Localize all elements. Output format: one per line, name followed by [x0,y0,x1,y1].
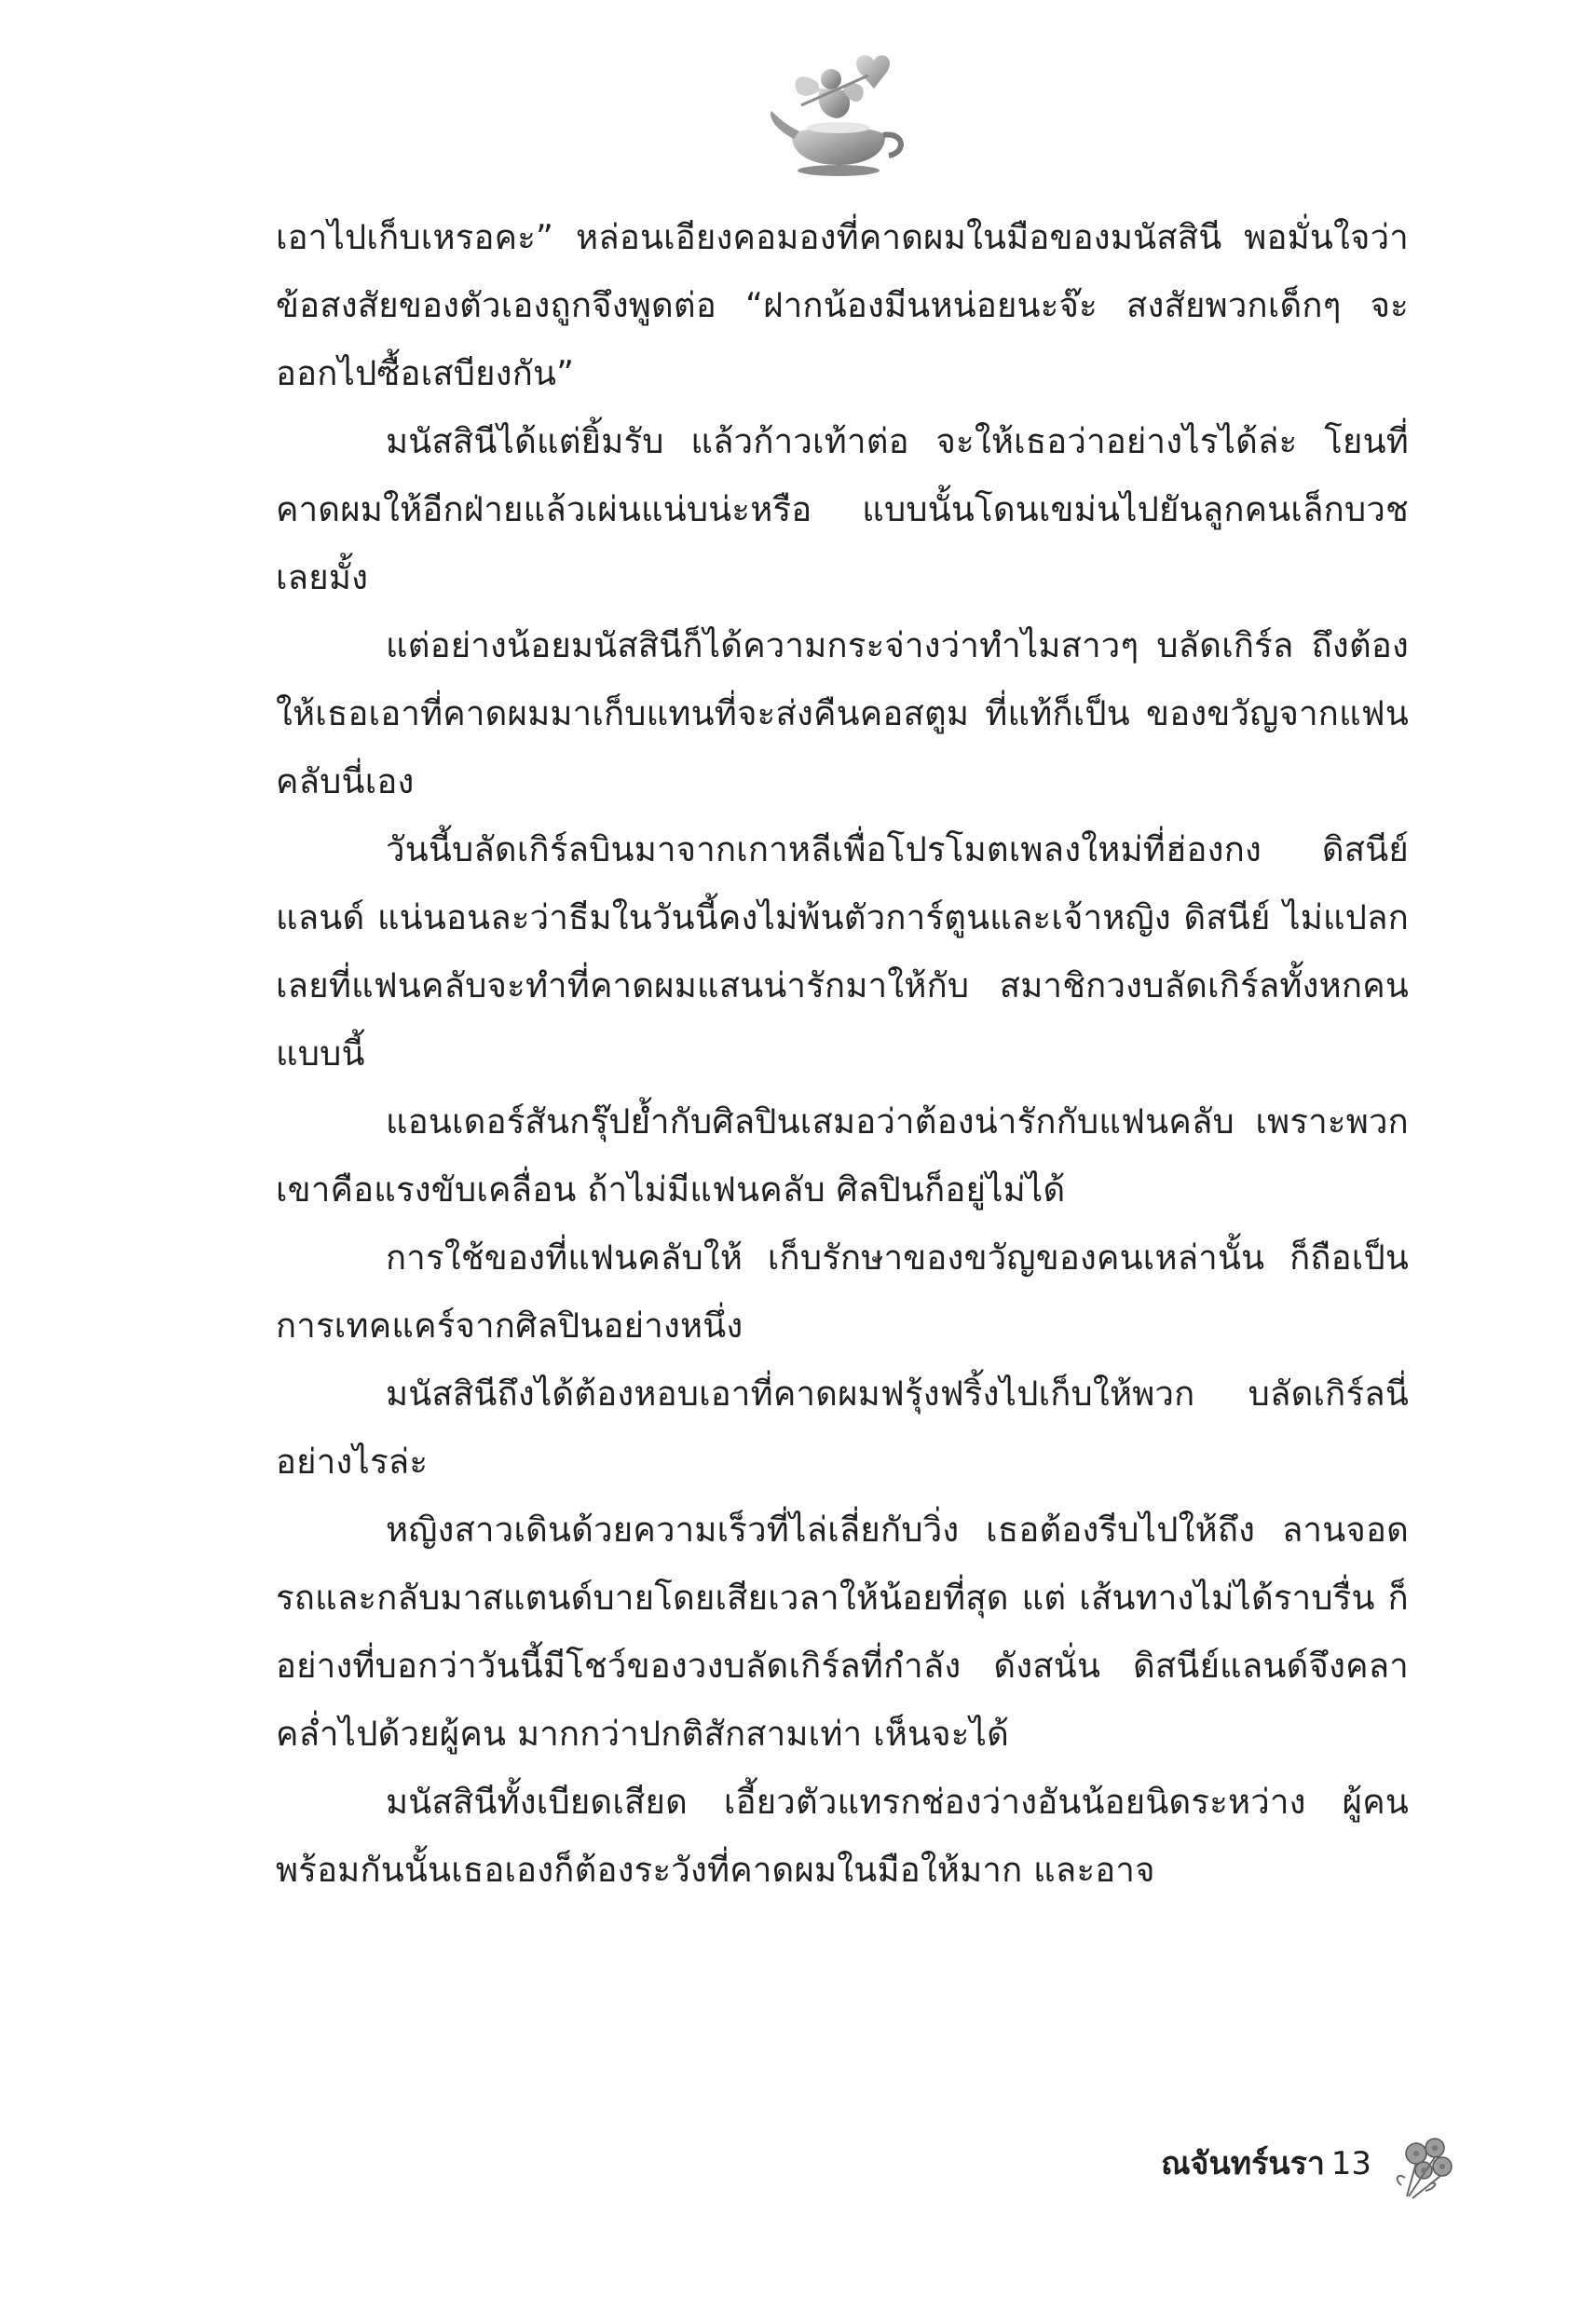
paragraph-1: เอาไปเก็บเหรอคะ” หล่อนเอียงคอมองที่คาดผมในมือของมนัสสินี พอมั่นใจว่าข้อสงสัยของตัวเองถูกจึงพูดต่อ “ฝากน้องมีนหน่อยนะจ๊ะ สงสัยพวกเด็กๆ จะออกไปซื้อเสบียงกัน” [276,217,1409,393]
page-number: 13 [1330,2145,1371,2182]
cupid-teapot-ornament-icon [764,51,913,182]
paragraph-9: มนัสสินีทั้งเบียดเสียด เอี้ยวตัวแทรกช่องว่างอันน้อยนิดระหว่าง ผู้คน พร้อมกันนั้นเธอเองก็ต้องระวังที่คาดผมในมือให้มาก และอาจ [276,1782,1409,1890]
paragraph-2: มนัสสินีได้แต่ยิ้มรับ แล้วก้าวเท้าต่อ จะให้เธอว่าอย่างไรได้ล่ะ โยนที่คาดผมให้อีกฝ่ายแล้วเผ่นแน่บน่ะหรือ แบบนั้นโดนเขม่นไปยันลูกคนเล็กบวชเลยมั้ง [276,421,1409,597]
body-text [276,203,1409,1904]
paragraph-4: วันนี้บลัดเกิร์ลบินมาจากเกาหลีเพื่อโปรโมตเพลงใหม่ที่ฮ่องกง ดิสนีย์แลนด์ แน่นอนละว่าธีมในวันนี้คงไม่พ้นตัวการ์ตูนและเจ้าหญิง ดิสนีย์ ไม่แปลกเลยที่แฟนคลับจะทำที่คาดผมแสนน่ารักมาให้กับ สมาชิกวงบลัดเกิร์ลทั้งหกคนแบบนี้ [276,829,1409,1073]
paragraph-5: แอนเดอร์สันกรุ๊ปย้ำกับศิลปินเสมอว่าต้องน่ารักกับแฟนคลับ เพราะพวกเขาคือแรงขับเคลื่อน ถ้าไม่มีแฟนคลับ ศิลปินก็อยู่ไม่ได้ [276,1101,1409,1210]
paragraph-3: แต่อย่างน้อยมนัสสินีก็ได้ความกระจ่างว่าทำไมสาวๆ บลัดเกิร์ล ถึงต้องให้เธอเอาที่คาดผมมาเก็บแทนที่จะส่งคืนคอสตูม ที่แท้ก็เป็น ของขวัญจากแฟนคลับนี่เอง [276,625,1409,801]
paragraph-6: การใช้ของที่แฟนคลับให้ เก็บรักษาของขวัญของคนเหล่านั้น ก็ถือเป็นการเทคแคร์จากศิลปินอย่างหนึ่ง [276,1238,1409,1346]
paragraph-7: มนัสสินีถึงได้ต้องหอบเอาที่คาดผมฟรุ้งฟริ้งไปเก็บให้พวก บลัดเกิร์ลนี่อย่างไรล่ะ [276,1374,1409,1482]
author-name: ณจันทร์นรา [1161,2145,1325,2182]
paragraph-8: หญิงสาวเดินด้วยความเร็วที่ไล่เลี่ยกับวิ่ง เธอต้องรีบไปให้ถึง ลานจอดรถและกลับมาสแตนด์บายโดยเสียเวลาให้น้อยที่สุด แต่ เส้นทางไม่ได้ราบรื่น ก็อย่างที่บอกว่าวันนี้มีโชว์ของวงบลัดเกิร์ลที่กำลัง ดังสนั่น ดิสนีย์แลนด์จึงคลาคล่ำไปด้วยผู้คน มากกว่าปกติสักสามเท่า เห็นจะได้ [276,1510,1409,1754]
flower-bouquet-icon [1388,2129,1463,2204]
page-footer [1071,2129,1463,2204]
